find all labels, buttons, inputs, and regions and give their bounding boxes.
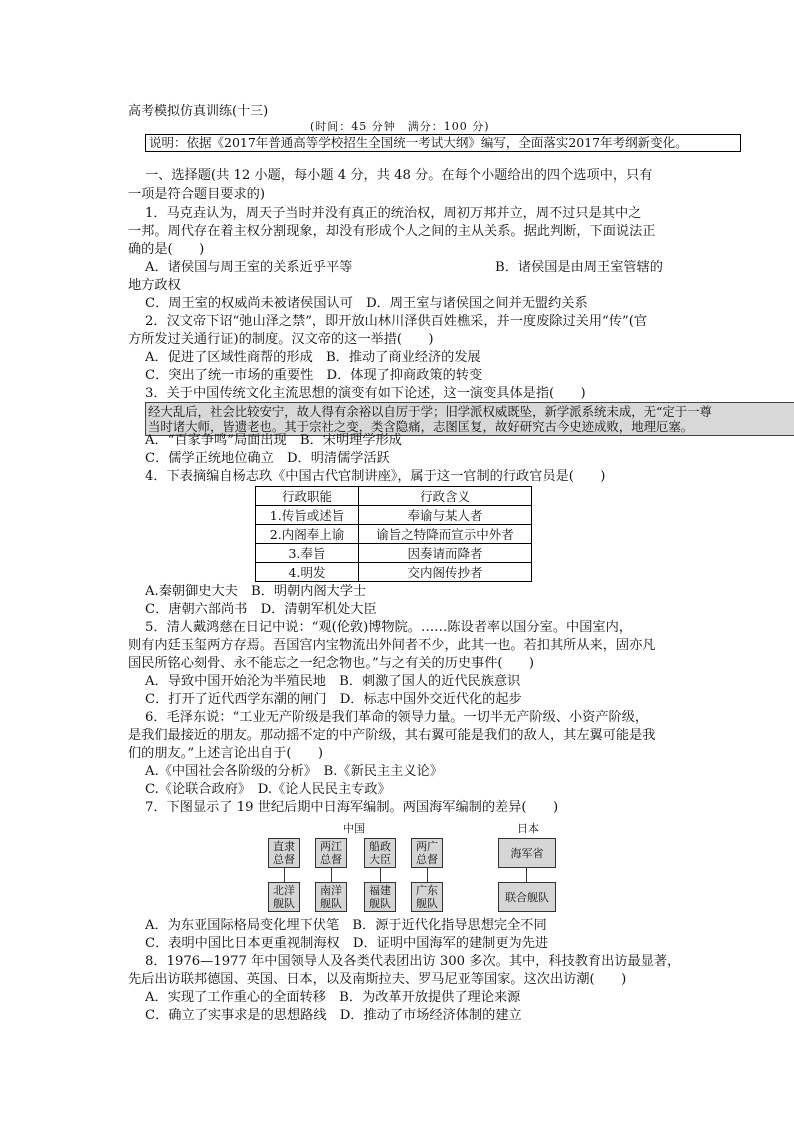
q8-stem-line: 8．1976—1977 年中国领导人及各类代表团出访 300 多次。其中，科技教育出访最显著， bbox=[145, 954, 681, 969]
table-cell: 奉谕与某人者 bbox=[359, 506, 532, 525]
q8-options-cd: C．确立了实事求是的思想路线 D．推动了市场经济体制的建立 bbox=[145, 1008, 522, 1023]
china-fleet-box bbox=[364, 882, 396, 912]
table-cell: 因奏请而降者 bbox=[359, 544, 532, 563]
exam-note-box: 说明：依据《2017年普通高等学校招生全国统一考试大纲》编写，全面落实2017年考纲新变化。 bbox=[145, 134, 741, 152]
section-heading-cont: 一项是符合题目要求的) bbox=[128, 187, 266, 202]
section-heading: 一、选择题(共 12 小题，每小题 4 分，共 48 分。在每个小题给出的四个选项中，只有 bbox=[145, 168, 653, 183]
diagram-japan-label: 日本 bbox=[517, 822, 539, 835]
china-top-box bbox=[315, 838, 347, 868]
q5-options-cd: C．打开了近代西学东潮的闸门 D．标志中国外交近代化的起步 bbox=[145, 692, 522, 707]
q6-stem-line: 是我们最接近的朋友。那动摇不定的中产阶级，其右翼可能是我们的敌人，其左翼可能是我 bbox=[128, 728, 656, 743]
q1-option-a: A．诸侯国与周王室的关系近乎平等 bbox=[145, 260, 353, 275]
connector-line bbox=[284, 868, 285, 882]
q5-stem-line: 则有内廷玉玺两方存焉。吾国宫内宝物流出外间者不少，此其一也。若扣其所从来，固亦凡 bbox=[128, 638, 656, 653]
connector-line bbox=[331, 868, 332, 882]
diagram-china-label: 中国 bbox=[343, 822, 365, 835]
table-cell: 4.明发 bbox=[256, 563, 359, 582]
box-label: 联合舰队 bbox=[505, 890, 549, 904]
q3-quote-box bbox=[145, 402, 794, 436]
table-cell: 1.传旨或述旨 bbox=[256, 506, 359, 525]
q8-options-ab: A．实现了工作重心的全面转移 B．为改革开放提供了理论来源 bbox=[145, 990, 521, 1005]
q3-quote-line: 经大乱后，社会比较安宁，故人得有余裕以自厉于学；旧学派权威既坠，新学派系统未成，无“定于一尊 bbox=[148, 404, 712, 419]
q6-stem-line: 6．毛泽东说：“工业无产阶级是我们革命的领导力量。一切半无产阶级、小资产阶级， bbox=[145, 710, 649, 725]
china-top-box bbox=[268, 838, 300, 868]
q5-stem-line: 5．清人戴鸿慈在日记中说：“观(伦敦)博物院。……陈设者率以国分室。中国室内， bbox=[145, 620, 632, 635]
connector-line bbox=[380, 868, 381, 882]
box-label: 北洋 舰队 bbox=[273, 884, 295, 910]
q6-stem-line: 们的朋友。”上述言论出自于( ) bbox=[128, 746, 324, 761]
box-label: 广东 舰队 bbox=[416, 884, 438, 910]
table-row bbox=[256, 506, 532, 525]
box-label: 船政 大臣 bbox=[369, 840, 391, 866]
q1-stem-line: 1．马克垚认为，周天子当时并没有真正的统治权，周初万邦并立，周不过只是其中之 bbox=[145, 206, 642, 221]
table-cell: 2.内阁奉上谕 bbox=[256, 525, 359, 544]
table-row bbox=[256, 544, 532, 563]
q6-options-ab: A.《中国社会各阶级的分析》 B.《新民主主义论》 bbox=[145, 764, 443, 779]
box-label: 两江 总督 bbox=[320, 840, 342, 866]
china-top-box bbox=[411, 838, 443, 868]
q3-options-ab: A．“百家争鸣”局面出现 B．宋明理学形成 bbox=[145, 433, 402, 448]
q5-stem-line: 国民所铭心刻骨、永不能忘之一纪念物也。”与之有关的历史事件( ) bbox=[128, 656, 535, 671]
q5-options-ab: A．导致中国开始沦为半殖民地 B．刺激了国人的近代民族意识 bbox=[145, 674, 521, 689]
q4-options-ab: A.秦朝御史大夫 B．明朝内阁大学士 bbox=[145, 584, 367, 599]
q2-stem-line: 方所发过关通行证)的制度。汉文帝的这一举措( ) bbox=[128, 332, 434, 347]
q2-stem-line: 2．汉文帝下诏“弛山泽之禁”，即开放山林川泽供百姓樵采，并一度废除过关用“传”(官 bbox=[145, 314, 648, 329]
table-header-cell: 行政职能 bbox=[256, 487, 359, 506]
q7-options-cd: C．表明中国比日本更重视制海权 D．证明中国海军的建制更为先进 bbox=[145, 936, 549, 951]
china-top-box bbox=[364, 838, 396, 868]
q3-quote-line: 当时诸大师，皆遗老也。其于宗社之变，类含隐痛，志图匡复，故好研究古今史迹成败，地理厄塞。 bbox=[148, 419, 694, 434]
table-header-row bbox=[256, 487, 532, 506]
table-row bbox=[256, 525, 532, 544]
q6-options-cd: C.《论联合政府》 D.《论人民民主专政》 bbox=[145, 782, 391, 797]
q2-options-ab: A．促进了区域性商帮的形成 B．推动了商业经济的发展 bbox=[145, 350, 481, 365]
q4-table bbox=[255, 486, 532, 582]
table-cell: 谕旨之特降而宣示中外者 bbox=[359, 525, 532, 544]
q8-stem-line: 先后出访联邦德国、英国、日本，以及南斯拉夫、罗马尼亚等国家。这次出访潮( ) bbox=[128, 972, 627, 987]
table-cell: 3.奉旨 bbox=[256, 544, 359, 563]
table-header-cell: 行政含义 bbox=[359, 487, 532, 506]
box-label: 两广 总督 bbox=[416, 840, 438, 866]
china-fleet-box bbox=[411, 882, 443, 912]
q4-stem-line: 4．下表摘编自杨志玖《中国古代官制讲座》，属于这一官制的行政官员是( ) bbox=[145, 469, 606, 484]
exam-title: 高考模拟仿真训练(十三) bbox=[128, 104, 269, 119]
q1-option-b-cont: 地方政权 bbox=[128, 278, 181, 293]
china-fleet-box bbox=[268, 882, 300, 912]
box-label: 福建 舰队 bbox=[369, 884, 391, 910]
q7-options-ab: A．为东亚国际格局变化埋下伏笔 B．源于近代化指导思想完全不同 bbox=[145, 918, 547, 933]
exam-time-score: (时间：45 分钟 满分：100 分) bbox=[310, 120, 490, 133]
china-fleet-box bbox=[315, 882, 347, 912]
q2-options-cd: C．突出了统一市场的重要性 D．体现了抑商政策的转变 bbox=[145, 368, 483, 383]
q1-stem-line: 一邦。周代存在着主权分割现象，却没有形成个人之间的主从关系。据此判断，下面说法正 bbox=[128, 224, 656, 239]
japan-fleet-box bbox=[498, 882, 556, 912]
box-label: 直隶 总督 bbox=[273, 840, 295, 866]
q1-option-b: B．诸侯国是由周王室管辖的 bbox=[495, 260, 663, 275]
box-label: 海军省 bbox=[510, 846, 544, 860]
q7-stem-line: 7．下图显示了 19 世纪后期中日海军编制。两国海军编制的差异( ) bbox=[145, 800, 559, 815]
q1-options-cd: C．周王室的权威尚未被诸侯国认可 D．周王室与诸侯国之间并无盟约关系 bbox=[145, 296, 588, 311]
q3-options-cd: C．儒学正统地位确立 D．明清儒学活跃 bbox=[145, 451, 390, 466]
japan-ministry-box bbox=[498, 838, 556, 868]
q4-options-cd: C．唐朝六部尚书 D．清朝军机处大臣 bbox=[145, 602, 377, 617]
q1-stem-line: 确的是( ) bbox=[128, 242, 205, 257]
connector-line bbox=[427, 868, 428, 882]
connector-line bbox=[526, 868, 527, 882]
table-row bbox=[256, 563, 532, 582]
box-label: 南洋 舰队 bbox=[320, 884, 342, 910]
table-cell: 交内阁传抄者 bbox=[359, 563, 532, 582]
q3-stem-line: 3．关于中国传统文化主流思想的演变有如下论述，这一演变具体是指( ) bbox=[145, 386, 586, 401]
